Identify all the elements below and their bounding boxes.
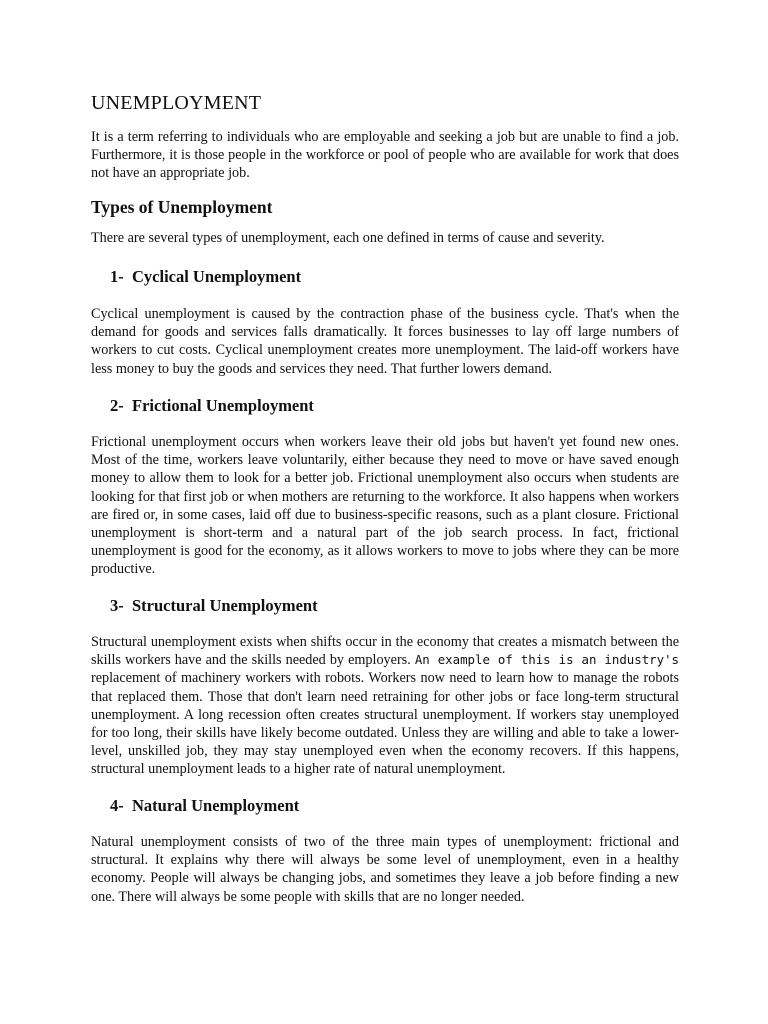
section-body-natural: Natural unemployment consists of two of the three main types of unemployment: frictional and structural. It explains why there will always be some level of unemployment, even in a healthy economy. People will always be changing jobs, and sometimes they leave a job before finding a new one. There will always be some people with skills that are no longer needed. [91, 834, 679, 905]
structural-text-part-2: replacement of machinery workers with robots. Workers now need to learn how to manage the robots that replaced them. Those that don't learn need retraining for other jobs or face long-term structural unemployment. A long recession often creates structural unemployment. If workers stay unemployed for too long, their skills have likely become outdated. Unless they are willing and able to take a lower-level, unskilled job, they may stay unemployed even when the economy recovers. If this happens, structural unemployment leads to a higher rate of natural unemployment. [91, 670, 679, 778]
section-heading-structural: 3- Structural Unemployment [110, 596, 318, 615]
section-body-cyclical: Cyclical unemployment is caused by the contraction phase of the business cycle. That's when the demand for goods and services falls dramatically. It forces businesses to lay off large numbers of workers to cut costs. Cyclical unemployment creates more unemployment. The laid-off workers have less money to buy the goods and services they need. That further lowers demand. [91, 306, 679, 377]
section-heading-frictional: 2- Frictional Unemployment [110, 396, 314, 415]
structural-text-mono-run: An example of this is an industry's [414, 652, 680, 668]
types-intro-paragraph: There are several types of unemployment, each one defined in terms of cause and severity. [91, 230, 605, 246]
section-body-frictional: Frictional unemployment occurs when workers leave their old jobs but haven't yet found new ones. Most of the time, workers leave voluntarily, either because they need to move or have saved enough money to allow them to look for a better job. Frictional unemployment also occurs when students are looking for that first job or when mothers are returning to the workforce. It also happens when workers are fired or, in some cases, laid off due to business-specific reasons, such as a plant closure. Frictional unemployment is short-term and a natural part of the job search process. In fact, frictional unemployment is good for the economy, as it allows workers to move to jobs where they can be more productive. [91, 434, 679, 578]
section-heading-cyclical: 1- Cyclical Unemployment [110, 267, 302, 286]
section-body-structural [91, 633, 679, 779]
section-heading-natural: 4- Natural Unemployment [110, 796, 300, 815]
document-title: UNEMPLOYMENT [91, 92, 262, 114]
intro-paragraph: It is a term referring to individuals who are employable and seeking a job but are unable to find a job. Furthermore, it is those people in the workforce or pool of people who are available for work that does not have an appropriate job. [91, 129, 679, 182]
structural-text-part-1: Structural unemployment exists when shifts occur in the economy that creates a mismatch between the skills workers have and the skills needed by employers. [91, 634, 679, 669]
types-heading: Types of Unemployment [91, 197, 273, 217]
